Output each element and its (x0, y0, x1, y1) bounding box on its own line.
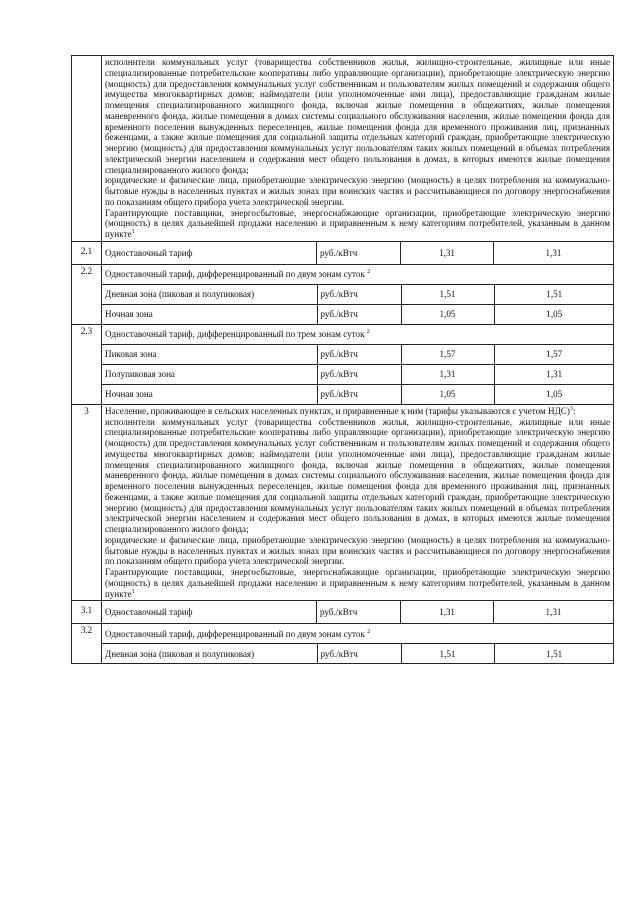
row-label: Дневная зона (пиковая и полупиковая) (102, 284, 317, 304)
row-number: 2.1 (72, 241, 102, 264)
footnote-ref: 1 (131, 588, 135, 595)
table-row-group (72, 624, 614, 664)
row-number: 3.1 (72, 601, 102, 624)
table-row (72, 601, 614, 624)
row-label: Пиковая зона (102, 344, 317, 364)
section-2-num-cell (72, 56, 102, 242)
row-value-h1: 1,57 (401, 344, 494, 364)
row-label: Ночная зона (102, 384, 317, 404)
row-number: 3.2 (72, 624, 102, 664)
section-3-suppliers-text: Гарантирующие поставщики, энергосбытовые, энергоснабжающие организации, приобретающие электрическую энергию (мощность) в целях дальнейшей продажи населению и приравненным к нему категориям потребителей, указанным в данном пункте (105, 567, 611, 599)
row-unit: руб./кВтч (317, 304, 401, 324)
row-number: 2.3 (72, 324, 102, 404)
table-row (102, 384, 614, 404)
row-value-h2: 1,31 (494, 601, 614, 624)
footnote-ref: 3 (569, 405, 573, 412)
section-3-text (102, 404, 614, 601)
row-label: Одноставочный тариф (102, 601, 317, 624)
row-value-h2: 1,31 (494, 241, 614, 264)
table-row-group (72, 264, 614, 324)
table-row (72, 241, 614, 264)
row-value-h2: 1,51 (494, 644, 614, 664)
row-number: 2.2 (72, 264, 102, 324)
section-3-heading-text: Население, проживающее в сельских населенных пунктах, и приравненные к ним (тарифы указываются с учетом НДС) (105, 405, 570, 416)
group-header (102, 265, 614, 285)
row-number: 3 (72, 404, 102, 601)
row-label: Одноставочный тариф (102, 241, 317, 264)
footnote-ref: 2 (367, 628, 371, 635)
row-value-h1: 1,31 (401, 601, 494, 624)
section-2-suppliers-text: Гарантирующие поставщики, энергосбытовые, энергоснабжающие организации, приобретающие электрическую энергию (мощность) в целях дальнейшей продажи населению и приравненным к нему категориям потребителей, указанным в данном пункте (105, 207, 611, 239)
row-value-h1: 1,51 (401, 284, 494, 304)
section-3-paragraph-legal-entities: юридические и физические лица, приобретающие электрическую энергию (мощность) в целях потребления на коммунально-бытовые нужды в населенных пунктах и жилых зонах при воинских частях и рассчитывающиеся по договору энергоснабжения по показаниям общего прибора учета электрической энергии. (105, 534, 611, 567)
table-row (102, 304, 614, 324)
section-3 (72, 404, 614, 601)
sub-table (102, 265, 614, 324)
footnote-ref: 2 (367, 269, 371, 276)
row-value-h1: 1,05 (401, 304, 494, 324)
row-unit: руб./кВтч (317, 644, 401, 664)
row-label: Полупиковая зона (102, 364, 317, 384)
section-2-paragraph-executors: исполнители коммунальных услуг (товарищества собственников жилья, жилищно-строительные, жилищные или иные специализированные потребительские кооперативы либо управляющие организации), приобретающие электрическую энергию (мощность) для предоставления коммунальных услуг собственникам и пользователям жилых помещений и содержания общего имущества многоквартирных домов; наймодатели (или уполномоченные ими лица), предоставляющие гражданам жилые помещения специализированного жилищного фонда, включая жилые помещения в общежитиях, жилые помещения маневренного фонда, жилые помещения в домах системы социального обслуживания населения, жилые помещения фонда для временного поселения вынужденных переселенцев, жилые помещения фонда для временного проживания лиц, признанных беженцами, а также жилые помещения для социальной защиты отдельных категорий граждан, приобретающие электрическую энергию (мощность) для предоставления коммунальных услуг пользователям таких жилых помещений в объемах потребления электрической энергии населением и содержания мест общего пользования в домах, в которых имеются жилые помещения специализированного жилого фонда; (105, 57, 611, 175)
row-value-h1: 1,05 (401, 384, 494, 404)
row-value-h2: 1,05 (494, 304, 614, 324)
table-row-group (72, 324, 614, 404)
row-value-h2: 1,05 (494, 384, 614, 404)
row-label: Ночная зона (102, 304, 317, 324)
section-3-paragraph-executors: исполнители коммунальных услуг (товарищества собственников жилья, жилищно-строительные, жилищные или иные специализированные потребительские кооперативы либо управляющие организации), приобретающие электрическую энергию (мощность) для предоставления коммунальных услуг собственникам и пользователям жилых помещений и содержания общего имущества многоквартирных домов; наймодатели (или уполномоченные ими лица), предоставляющие гражданам жилые помещения специализированного жилищного фонда, включая жилые помещения в общежитиях, жилые помещения маневренного фонда, жилые помещения в домах системы социального обслуживания населения, жилые помещения фонда для временного поселения вынужденных переселенцев, жилые помещения фонда для временного проживания лиц, признанных беженцами, а также жилые помещения для социальной защиты отдельных категорий граждан, приобретающие электрическую энергию (мощность) для предоставления коммунальных услуг пользователям таких жилых помещений в объемах потребления электрической энергии населением и содержания мест общего пользования в домах, в которых имеются жилые помещения специализированного жилого фонда; (105, 416, 611, 534)
section-3-paragraph-suppliers (105, 567, 610, 599)
group-label-text: Одноставочный тариф, дифференцированный по двум зонам суток (105, 269, 365, 280)
group-header (102, 325, 614, 345)
section-2-text (102, 56, 614, 242)
group-label (102, 265, 614, 285)
row-unit: руб./кВтч (317, 284, 401, 304)
group-header (102, 624, 614, 644)
section-2-continuation (72, 56, 614, 242)
group-label-text: Одноставочный тариф, дифференцированный по двум зонам суток (105, 628, 365, 639)
row-value-h2: 1,51 (494, 284, 614, 304)
sub-table (102, 325, 614, 404)
row-value-h2: 1,31 (494, 364, 614, 384)
row-unit: руб./кВтч (317, 384, 401, 404)
row-value-h1: 1,31 (401, 364, 494, 384)
row-label: Дневная зона (пиковая и полупиковая) (102, 644, 317, 664)
row-unit: руб./кВтч (317, 344, 401, 364)
row-value-h1: 1,31 (401, 241, 494, 264)
row-unit: руб./кВтч (317, 364, 401, 384)
footnote-ref: 2 (366, 329, 370, 336)
group-label-text: Одноставочный тариф, дифференцированный по трем зонам суток (105, 329, 365, 340)
tariff-table (71, 55, 614, 664)
table-row (102, 344, 614, 364)
row-value-h2: 1,57 (494, 344, 614, 364)
section-2-paragraph-legal-entities: юридические и физические лица, приобретающие электрическую энергию (мощность) в целях потребления на коммунально-бытовые нужды в населенных пунктах и жилых зонах при воинских частях и рассчитывающиеся по договору энергоснабжения по показаниям общего прибора учета электрической энергии. (105, 175, 611, 207)
group-label (102, 624, 614, 644)
section-2-paragraph-suppliers (105, 208, 610, 240)
sub-table (102, 624, 614, 663)
table-row (102, 284, 614, 304)
section-3-heading-colon: : (572, 405, 576, 416)
footnote-ref: 1 (131, 229, 135, 235)
row-unit: руб./кВтч (317, 601, 401, 624)
table-row (102, 644, 614, 664)
group-label (102, 325, 614, 345)
row-unit: руб./кВтч (317, 241, 401, 264)
section-3-heading (105, 406, 610, 417)
table-row (102, 364, 614, 384)
row-value-h1: 1,51 (401, 644, 494, 664)
